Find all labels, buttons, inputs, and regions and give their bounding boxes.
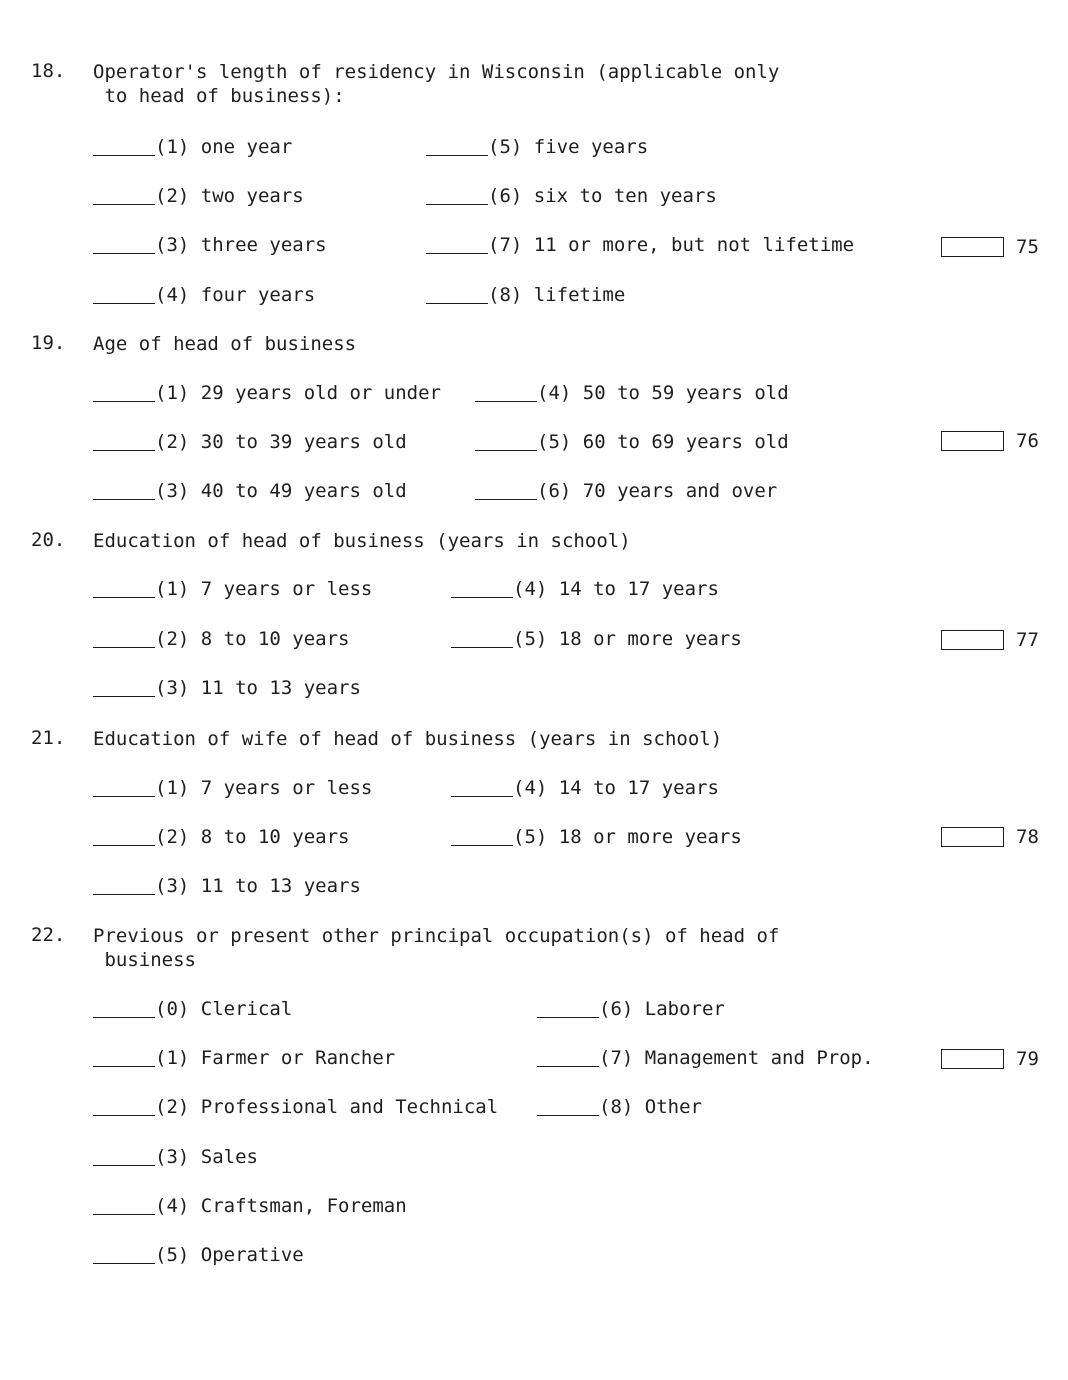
code-number: 78 bbox=[1016, 826, 1039, 848]
option-18-2[interactable]: (2) two years bbox=[93, 185, 304, 207]
answer-blank[interactable] bbox=[426, 154, 488, 156]
question-number: 22. bbox=[31, 924, 66, 946]
option-20-4[interactable]: (4) 14 to 17 years bbox=[451, 578, 719, 600]
option-18-1[interactable]: (1) one year bbox=[93, 136, 292, 158]
code-number: 77 bbox=[1016, 629, 1039, 651]
question-text: Education of head of business (years in school) bbox=[93, 530, 631, 552]
question-number: 21. bbox=[31, 727, 66, 749]
answer-blank[interactable] bbox=[93, 154, 155, 156]
answer-blank[interactable] bbox=[537, 1016, 599, 1018]
option-22-2[interactable]: (2) Professional and Technical bbox=[93, 1096, 498, 1118]
answer-blank[interactable] bbox=[451, 596, 513, 598]
option-19-3[interactable]: (3) 40 to 49 years old bbox=[93, 480, 407, 502]
answer-blank[interactable] bbox=[475, 449, 537, 451]
answer-blank[interactable] bbox=[426, 252, 488, 254]
answer-blank[interactable] bbox=[426, 302, 488, 304]
option-22-0[interactable]: (0) Clerical bbox=[93, 998, 292, 1020]
option-22-1[interactable]: (1) Farmer or Rancher bbox=[93, 1047, 395, 1069]
answer-blank[interactable] bbox=[93, 844, 155, 846]
answer-blank[interactable] bbox=[93, 795, 155, 797]
answer-blank[interactable] bbox=[93, 400, 155, 402]
code-box[interactable] bbox=[941, 237, 1004, 257]
question-number: 18. bbox=[31, 60, 66, 82]
code-number: 79 bbox=[1016, 1048, 1039, 1070]
option-19-6[interactable]: (6) 70 years and over bbox=[475, 480, 777, 502]
answer-blank[interactable] bbox=[93, 596, 155, 598]
option-21-2[interactable]: (2) 8 to 10 years bbox=[93, 826, 349, 848]
option-22-4[interactable]: (4) Craftsman, Foreman bbox=[93, 1195, 407, 1217]
answer-blank[interactable] bbox=[93, 302, 155, 304]
option-20-3[interactable]: (3) 11 to 13 years bbox=[93, 677, 361, 699]
answer-blank[interactable] bbox=[93, 1213, 155, 1215]
answer-blank[interactable] bbox=[451, 646, 513, 648]
answer-blank[interactable] bbox=[93, 1164, 155, 1166]
option-18-6[interactable]: (6) six to ten years bbox=[426, 185, 717, 207]
option-21-4[interactable]: (4) 14 to 17 years bbox=[451, 777, 719, 799]
option-22-7[interactable]: (7) Management and Prop. bbox=[537, 1047, 874, 1069]
code-number: 75 bbox=[1016, 236, 1039, 258]
option-20-1[interactable]: (1) 7 years or less bbox=[93, 578, 372, 600]
answer-blank[interactable] bbox=[93, 893, 155, 895]
code-number: 76 bbox=[1016, 430, 1039, 452]
option-19-1[interactable]: (1) 29 years old or under bbox=[93, 382, 441, 404]
option-20-2[interactable]: (2) 8 to 10 years bbox=[93, 628, 349, 650]
option-18-7[interactable]: (7) 11 or more, but not lifetime bbox=[426, 234, 854, 256]
answer-blank[interactable] bbox=[451, 844, 513, 846]
question-number: 20. bbox=[31, 529, 66, 551]
option-22-8[interactable]: (8) Other bbox=[537, 1096, 702, 1118]
question-text: Age of head of business bbox=[93, 333, 357, 355]
answer-blank[interactable] bbox=[451, 795, 513, 797]
answer-blank[interactable] bbox=[93, 695, 155, 697]
option-19-4[interactable]: (4) 50 to 59 years old bbox=[475, 382, 789, 404]
answer-blank[interactable] bbox=[475, 498, 537, 500]
option-19-5[interactable]: (5) 60 to 69 years old bbox=[475, 431, 789, 453]
question-number: 19. bbox=[31, 332, 66, 354]
option-22-6[interactable]: (6) Laborer bbox=[537, 998, 725, 1020]
option-18-3[interactable]: (3) three years bbox=[93, 234, 327, 256]
answer-blank[interactable] bbox=[93, 1114, 155, 1116]
answer-blank[interactable] bbox=[93, 252, 155, 254]
answer-blank[interactable] bbox=[93, 449, 155, 451]
option-22-3[interactable]: (3) Sales bbox=[93, 1146, 258, 1168]
option-18-4[interactable]: (4) four years bbox=[93, 284, 315, 306]
option-20-5[interactable]: (5) 18 or more years bbox=[451, 628, 742, 650]
option-22-5[interactable]: (5) Operative bbox=[93, 1244, 304, 1266]
option-21-3[interactable]: (3) 11 to 13 years bbox=[93, 875, 361, 897]
answer-blank[interactable] bbox=[93, 498, 155, 500]
option-21-1[interactable]: (1) 7 years or less bbox=[93, 777, 372, 799]
code-box[interactable] bbox=[941, 630, 1004, 650]
option-18-8[interactable]: (8) lifetime bbox=[426, 284, 625, 306]
option-21-5[interactable]: (5) 18 or more years bbox=[451, 826, 742, 848]
answer-blank[interactable] bbox=[93, 646, 155, 648]
code-box[interactable] bbox=[941, 431, 1004, 451]
answer-blank[interactable] bbox=[426, 203, 488, 205]
question-text: Previous or present other principal occupation(s) of head of business bbox=[93, 925, 780, 971]
code-box[interactable] bbox=[941, 1049, 1004, 1069]
option-18-5[interactable]: (5) five years bbox=[426, 136, 648, 158]
option-19-2[interactable]: (2) 30 to 39 years old bbox=[93, 431, 407, 453]
code-box[interactable] bbox=[941, 827, 1004, 847]
answer-blank[interactable] bbox=[475, 400, 537, 402]
answer-blank[interactable] bbox=[93, 203, 155, 205]
answer-blank[interactable] bbox=[537, 1065, 599, 1067]
answer-blank[interactable] bbox=[93, 1016, 155, 1018]
answer-blank[interactable] bbox=[537, 1114, 599, 1116]
answer-blank[interactable] bbox=[93, 1065, 155, 1067]
question-text: Education of wife of head of business (years in school) bbox=[93, 728, 723, 750]
answer-blank[interactable] bbox=[93, 1262, 155, 1264]
question-text: Operator's length of residency in Wisconsin (applicable only to head of business): bbox=[93, 61, 780, 107]
